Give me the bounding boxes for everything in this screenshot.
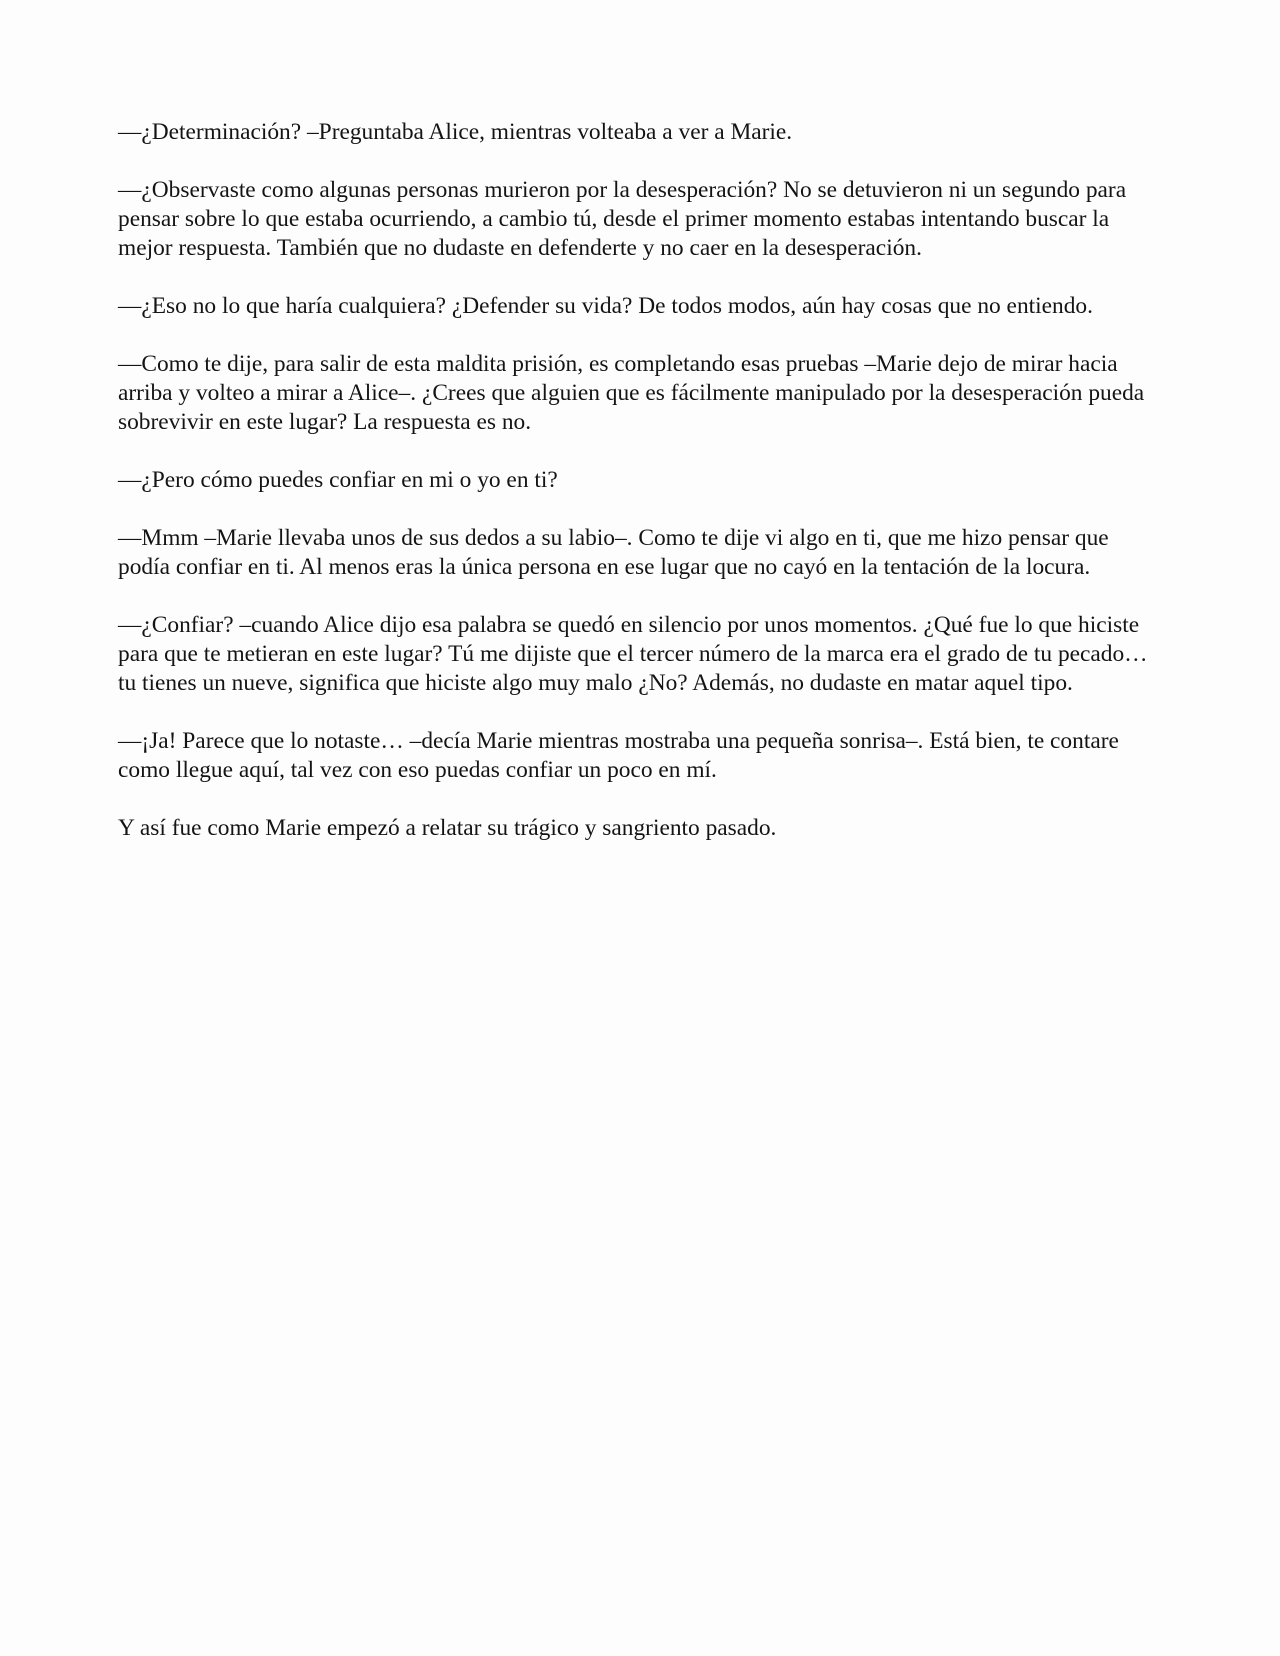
paragraph: —¿Pero cómo puedes confiar en mi o yo en ti? [118,467,558,493]
document-body [118,118,1162,872]
paragraph: —¿Eso no lo que haría cualquiera? ¿Defender su vida? De todos modos, aún hay cosas que no entiendo. [118,293,1093,319]
paragraph: —¿Confiar? –cuando Alice dijo esa palabra se quedó en silencio por unos momentos. ¿Qué fue lo que hiciste para que te metieran en este lugar? Tú me dijiste que el tercer número de la marca era el grado de tu pecado… tu tienes un nueve, significa que hiciste algo muy malo ¿No? Además, no dudaste en matar aquel tipo. [118,612,1148,696]
paragraph: —Como te dije, para salir de esta maldita prisión, es completando esas pruebas –Marie dejo de mirar hacia arriba y volteo a mirar a Alice–. ¿Crees que alguien que es fácilmente manipulado por la desesperación pueda sobrevivir en este lugar? La respuesta es no. [118,351,1145,435]
paragraph: —Mmm –Marie llevaba unos de sus dedos a su labio–. Como te dije vi algo en ti, que me hizo pensar que podía confiar en ti. Al menos eras la única persona en ese lugar que no cayó en la tentación de la locura. [118,525,1109,580]
paragraph: Y así fue como Marie empezó a relatar su trágico y sangriento pasado. [118,815,777,841]
paragraph: —¡Ja! Parece que lo notaste… –decía Marie mientras mostraba una pequeña sonrisa–. Está bien, te contare como llegue aquí, tal vez con eso puedas confiar un poco en mí. [118,728,1119,783]
paragraph: —¿Determinación? –Preguntaba Alice, mientras volteaba a ver a Marie. [118,119,793,145]
paragraph: —¿Observaste como algunas personas murieron por la desesperación? No se detuvieron ni un segundo para pensar sobre lo que estaba ocurriendo, a cambio tú, desde el primer momento estabas intentando buscar la mejor respuesta. También que no dudaste en defenderte y no caer en la desesperación. [118,177,1127,261]
